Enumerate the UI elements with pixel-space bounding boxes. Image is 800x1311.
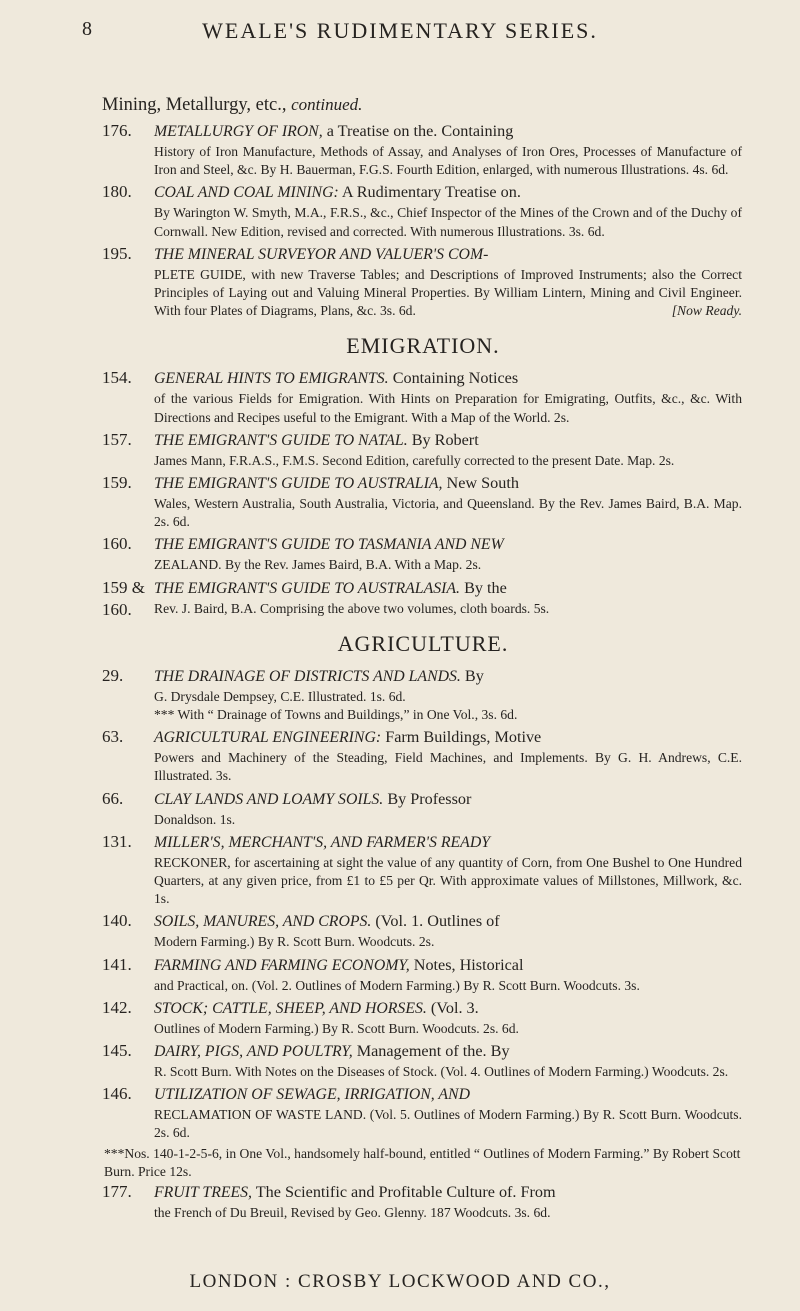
- entry-number: 146.: [102, 1084, 132, 1104]
- catalogue-entry: [104, 997, 742, 1038]
- entry-number: 159 & 160.: [102, 577, 145, 619]
- entry-description: and Practical, on. (Vol. 2. Outlines of Modern Farming.) By R. Scott Burn. Woodcuts. 3s.: [154, 977, 640, 993]
- entry-title-line: [154, 788, 742, 811]
- entry-description: PLETE GUIDE, with new Traverse Tables; and Descriptions of Improved Instruments; also the Correct Principles of Laying out and Valuing Mineral Properties. By William Lintern, Mining and Civil Engineer. With four Plates of Diagrams, Plans, &c. 3s. 6d. [Now Ready.: [154, 266, 742, 321]
- catalogue-entry: [104, 665, 742, 724]
- entry-description: R. Scott Burn. With Notes on the Diseases of Stock. (Vol. 4. Outlines of Modern Farming.) Woodcuts. 2s.: [154, 1064, 729, 1080]
- set-note: ***Nos. 140-1-2-5-6, in One Vol., handsomely half-bound, entitled “ Outlines of Modern Farming.” By Robert Scott Burn. Price 12s.: [104, 1145, 741, 1179]
- entry-title-tail: By: [460, 666, 484, 685]
- entry-title: UTILIZATION OF SEWAGE, IRRIGATION, AND: [154, 1086, 470, 1104]
- entry-title-tail: a Treatise on the. Containing: [322, 122, 514, 140]
- entry-description: By Warington W. Smyth, M.A., F.R.S., &c., Chief Inspector of the Mines of the Crown and of the Duchy of Cornwall. New Edition, revised and corrected. With numerous Illustrations. 3s. 6d.: [154, 205, 742, 239]
- entry-description: RECKONER, for ascertaining at sight the value of any quantity of Corn, from One Bushel to One Hundred Quarters, at any given price, from £1 to £5 per Qr. With approximate values of Millstones, Millwork, &c. 1s.: [154, 854, 742, 907]
- catalogue-entry: [104, 954, 742, 995]
- entry-title-tail: The Scientific and Profitable Culture of. From: [252, 1183, 556, 1202]
- last-entry-container: [104, 1181, 742, 1222]
- catalogue-entry: [104, 472, 742, 531]
- entry-description: Donaldson. 1s.: [154, 811, 236, 827]
- mining-entries: [104, 120, 742, 320]
- mining-heading: Mining, Metallurgy, etc., continued.: [102, 95, 363, 115]
- entry-title-tail: Notes, Historical: [409, 955, 524, 974]
- publisher-footer: LONDON : CROSBY LOCKWOOD AND CO.,: [189, 1271, 611, 1292]
- entry-number: 131.: [102, 831, 132, 851]
- entry-title-tail: (Vol. 3.: [426, 998, 479, 1017]
- catalogue-entry: [104, 1083, 742, 1142]
- catalogue-entry: [104, 533, 742, 574]
- entry-number: 66.: [102, 788, 124, 808]
- entry-number: 177.: [102, 1182, 132, 1202]
- entry-title-tail: A Rudimentary Treatise on.: [338, 183, 521, 202]
- catalogue-entry: [104, 1040, 742, 1081]
- entry-description: of the various Fields for Emigration. With Hints on Preparation for Emigrating, Outfits, &c., &c. With Directions and Recipes useful to the Emigrant. With a Map of the World. 2s.: [154, 391, 742, 425]
- entry-note: *** With “ Drainage of Towns and Buildings,” in One Vol., 3s. 6d.: [154, 707, 518, 723]
- emigration-heading: EMIGRATION.: [346, 333, 500, 359]
- entry-title: CLAY LANDS AND LOAMY SOILS.: [154, 790, 384, 808]
- entry-title-tail: By Professor: [383, 789, 472, 808]
- catalogue-entry: [104, 788, 742, 829]
- entry-title: THE MINERAL SURVEYOR AND VALUER'S COM-: [154, 245, 489, 263]
- catalogue-entry: [104, 429, 742, 470]
- catalogue-entry: [104, 577, 742, 618]
- entry-title: THE EMIGRANT'S GUIDE TO AUSTRALASIA.: [154, 579, 461, 597]
- entry-title-tail: (Vol. 1. Outlines of: [371, 912, 500, 931]
- entry-title-line: [154, 577, 742, 600]
- entry-title: SOILS, MANURES, AND CROPS.: [154, 913, 372, 931]
- entry-number: 154.: [102, 368, 132, 388]
- entry-title: MILLER'S, MERCHANT'S, AND FARMER'S READY: [154, 833, 491, 851]
- entry-title-tail: Containing Notices: [388, 369, 519, 388]
- entry-title-line: [154, 726, 742, 749]
- entry-description: Wales, Western Australia, South Australia, Victoria, and Queensland. By the Rev. James Baird, B.A. Map. 2s. 6d.: [154, 496, 742, 530]
- entry-title-line: [154, 1040, 742, 1063]
- entry-number: 141.: [102, 954, 132, 974]
- entry-title: GENERAL HINTS TO EMIGRANTS.: [154, 370, 389, 388]
- entry-title: STOCK; CATTLE, SHEEP, AND HORSES.: [154, 999, 427, 1017]
- entry-title: DAIRY, PIGS, AND POULTRY,: [154, 1043, 353, 1061]
- entry-title-line: [154, 910, 742, 933]
- entry-description: History of Iron Manufacture, Methods of Assay, and Analyses of Iron Ores, Processes of Manufacture of Iron and Steel, &c. By H. Bauerman, F.G.S. Fourth Edition, enlarged, with numerous Illustrations. 4s. 6d.: [154, 144, 742, 178]
- entry-title-line: [154, 243, 742, 266]
- entry-title-line: [154, 831, 742, 854]
- entry-number: 145.: [102, 1041, 132, 1061]
- entry-title: FARMING AND FARMING ECONOMY,: [154, 956, 410, 974]
- entry-description: the French of Du Breuil, Revised by Geo. Glenny. 187 Woodcuts. 3s. 6d.: [154, 1205, 551, 1221]
- ready-note: [Now Ready.: [671, 303, 742, 319]
- entry-title: THE EMIGRANT'S GUIDE TO AUSTRALIA,: [154, 475, 443, 493]
- entry-description: RECLAMATION OF WASTE LAND. (Vol. 5. Outlines of Modern Farming.) By R. Scott Burn. Woodcuts. 2s. 6d.: [154, 1107, 742, 1141]
- entry-title: FRUIT TREES,: [154, 1184, 252, 1202]
- entry-description: Outlines of Modern Farming.) By R. Scott Burn. Woodcuts. 2s. 6d.: [154, 1020, 519, 1036]
- entry-title-line: [154, 367, 742, 390]
- catalogue-entry: [104, 910, 742, 951]
- entry-title-tail: By the: [460, 578, 507, 597]
- entry-title: THE EMIGRANT'S GUIDE TO NATAL.: [154, 431, 408, 449]
- entry-description: ZEALAND. By the Rev. James Baird, B.A. With a Map. 2s.: [154, 557, 482, 573]
- entry-number: 176.: [102, 121, 132, 140]
- entry-title-line: [154, 429, 742, 452]
- agriculture-entries: [104, 665, 742, 1143]
- entry-description: Modern Farming.) By R. Scott Burn. Woodcuts. 2s.: [154, 934, 435, 950]
- entry-title-tail: Farm Buildings, Motive: [381, 728, 542, 747]
- entry-description: Rev. J. Baird, B.A. Comprising the above two volumes, cloth boards. 5s.: [154, 600, 550, 616]
- entry-number: 63.: [102, 727, 124, 747]
- entry-title-line: [154, 1083, 742, 1106]
- entry-title-line: [154, 533, 742, 556]
- entry-title: METALLURGY OF IRON,: [154, 123, 323, 140]
- catalogue-entry: [104, 367, 742, 426]
- entry-title-line: [154, 472, 742, 495]
- entry-number: 195.: [102, 243, 132, 263]
- running-head: WEALE'S RUDIMENTARY SERIES.: [202, 18, 598, 43]
- emigration-entries: [104, 367, 742, 617]
- entry-title: AGRICULTURAL ENGINEERING:: [154, 729, 382, 747]
- catalogue-entry: [104, 1181, 742, 1222]
- entry-title-line: [154, 997, 742, 1020]
- page-header: [0, 18, 800, 62]
- entry-number: 140.: [102, 911, 132, 931]
- entry-title-tail: New South: [442, 474, 519, 493]
- entry-title: COAL AND COAL MINING:: [154, 184, 339, 202]
- entry-number: 160.: [102, 534, 132, 554]
- entry-number: 142.: [102, 997, 132, 1017]
- entry-number: 29.: [102, 665, 124, 685]
- entry-title-tail: Management of the. By: [352, 1042, 510, 1061]
- entry-title-line: [154, 1181, 742, 1204]
- entry-title-line: [154, 954, 742, 977]
- agriculture-heading: AGRICULTURE.: [337, 630, 509, 656]
- entry-title-line: [154, 665, 742, 688]
- page-content: [104, 95, 742, 1224]
- entry-number: 159.: [102, 473, 132, 493]
- catalogue-entry: [104, 831, 742, 909]
- entry-title: THE EMIGRANT'S GUIDE TO TASMANIA AND NEW: [154, 536, 504, 554]
- entry-title-line: [154, 181, 742, 204]
- entry-description: James Mann, F.R.A.S., F.M.S. Second Edition, carefully corrected to the present Date. Map. 2s.: [154, 452, 675, 468]
- catalogue-entry: [104, 181, 742, 240]
- entry-description: G. Drysdale Dempsey, C.E. Illustrated. 1s. 6d.: [154, 688, 406, 704]
- catalogue-entry: [104, 120, 742, 179]
- entry-title-tail: By Robert: [407, 430, 479, 449]
- entry-description: Powers and Machinery of the Steading, Field Machines, and Implements. By G. H. Andrews, C.E. Illustrated. 3s.: [154, 750, 742, 784]
- entry-title-line: [154, 120, 742, 143]
- page-number: 8: [82, 18, 92, 40]
- catalogue-entry: [104, 726, 742, 785]
- entry-title: THE DRAINAGE OF DISTRICTS AND LANDS.: [154, 667, 461, 685]
- catalogue-entry: [104, 243, 742, 321]
- entry-number: 157.: [102, 429, 132, 449]
- entry-number: 180.: [102, 182, 132, 202]
